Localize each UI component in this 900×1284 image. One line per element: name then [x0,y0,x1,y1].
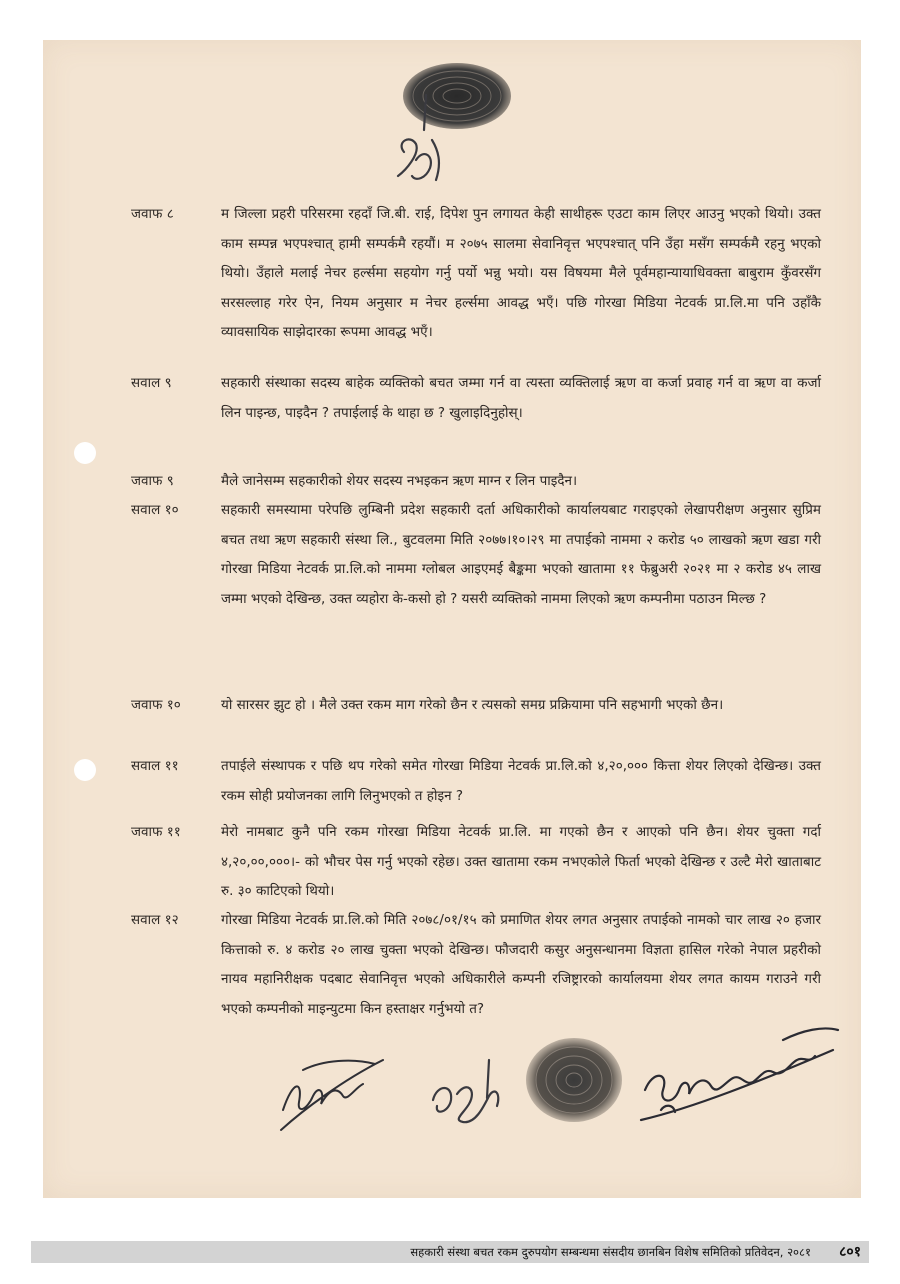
signature-right [633,1020,843,1135]
page-number: ८०१ [839,1244,861,1260]
signature-left [263,1040,393,1140]
punch-hole [74,442,96,464]
entry-text: सहकारी संस्थाका सदस्य बाहेक व्यक्तिको बचत जम्मा गर्न वा त्यस्ता व्यक्तिलाई ऋण वा कर्जा प्रवाह गर्न वा ऋण वा कर्जा लिन पाइन्छ, पाइदैन ? तपाईलाई के थाहा छ ? खुलाइदिनुहोस्। [221,375,821,421]
punch-hole [74,759,96,781]
entry-label: सवाल १२ [131,912,179,928]
entry-label: जवाफ १० [131,697,181,713]
entry-label: सवाल ११ [131,758,179,774]
footer-bar [31,1241,869,1263]
entry-label: जवाफ ११ [131,824,181,840]
entry-text: तपाईले संस्थापक र पछि थप गरेको समेत गोरखा मिडिया नेटवर्क प्रा.लि.को ४,२०,००० कित्ता शेयर लिएको देखिन्छ। उक्त रकम सोही प्रयोजनका लागि लिनुभएको त होइन ? [221,758,821,804]
document-page [43,40,861,1198]
entry-label: जवाफ ८ [131,206,174,222]
entry-text: सहकारी समस्यामा परेपछि लुम्बिनी प्रदेश सहकारी दर्ता अधिकारीको कार्यालयबाट गराइएको लेखापरीक्षण अनुसार सुप्रिम बचत तथा ऋण सहकारी संस्था लि., बुटवलमा मिति २०७७।१०।२९ मा तपाईको नाममा २ करोड ५० लाखको ऋण खडा गरी गोरखा मिडिया नेटवर्क प्रा.लि.को नाममा ग्लोबल आइएमई बैङ्कमा भएको खातामा ११ फेब्रुअरी २०२१ मा २ करोड ४५ लाख जम्मा भएको देखिन्छ, उक्त व्यहोरा के-कसो हो ? यसरी व्यक्तिको नाममा लिएको ऋण कम्पनीमा पठाउन मिल्छ ? [221,502,821,607]
entry-text: यो सारसर झुट हो । मैले उक्त रकम माग गरेको छैन र त्यसको समग्र प्रक्रियामा पनि सहभागी भएको छैन। [221,697,724,713]
signature-middle [423,1050,543,1140]
entry-text: मेरो नामबाट कुनै पनि रकम गोरखा मिडिया नेटवर्क प्रा.लि. मा गएको छैन र आएको पनि छैन। शेयर चुक्ता गर्दा ४,२०,००,०००।- को भौचर पेस गर्नु भएको रहेछ। उक्त खातामा रकम नभएकोले फिर्ता भएको देखिन्छ र उल्टै मेरो खाताबाट रु. ३० काटिएको थियो। [221,824,821,899]
entry-label: सवाल १० [131,502,179,518]
entry-text: मैले जानेसम्म सहकारीको शेयर सदस्य नभइकन ऋण माग्न र लिन पाइदैन। [221,473,578,489]
entry-text: म जिल्ला प्रहरी परिसरमा रहदाँ जि.बी. राई, दिपेश पुन लगायत केही साथीहरू एउटा काम लिएर आउनु भएको थियो। उक्त काम सम्पन्न भएपश्चात् हामी सम्पर्कमै रहयौं। म २०७५ सालमा सेवानिवृत्त भएपश्चात् पनि उँहा मसँग सम्पर्कमै रहनु भएको थियो। उँहाले मलाई नेचर हर्ल्समा सहयोग गर्नु पर्यो भन्नु भयो। यस विषयमा मैले पूर्वमहान्यायाधिवक्ता बाबुराम कुँवरसँग सरसल्लाह गरेर ऐन, नियम अनुसार म नेचर हर्ल्समा आवद्ध भएँ। पछि गोरखा मिडिया नेटवर्क प्रा.लि.मा पनि उहाँकै व्यावसायिक साझेदारका रूपमा आवद्ध भएँ। [221,206,821,340]
initial-signature [386,90,456,190]
entry-label: जवाफ ९ [131,473,174,489]
entry-label: सवाल ९ [131,375,172,391]
footer-title: सहकारी संस्था बचत रकम दुरुपयोग सम्बन्धमा संसदीय छानबिन विशेष समितिको प्रतिवेदन, २०८१ [410,1245,811,1259]
entry-text: गोरखा मिडिया नेटवर्क प्रा.लि.को मिति २०७८/०१/१५ को प्रमाणित शेयर लगत अनुसार तपाईको नामको चार लाख २० हजार कित्ताको रु. ४ करोड २० लाख चुक्ता भएको देखिन्छ। फौजदारी कसुर अनुसन्धानमा विज्ञता हासिल गरेको नेपाल प्रहरीको नायव महानिरीक्षक पदबाट सेवानिवृत्त भएको अधिकारीले कम्पनी रजिष्ट्रारको कार्यालयमा शेयर लगत कायम गराउने गरी भएको कम्पनीको माइन्युटमा किन हस्ताक्षर गर्नुभयो त? [221,912,821,1017]
